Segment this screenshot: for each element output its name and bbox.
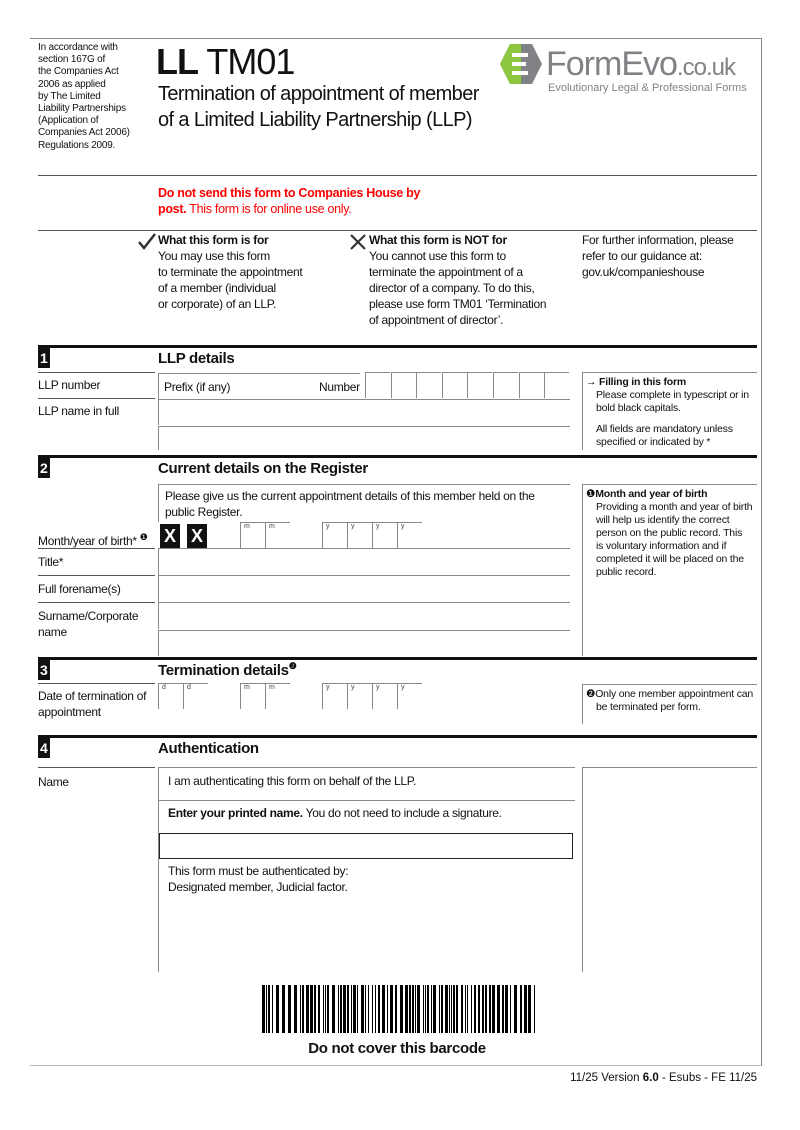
barcode-bar	[423, 985, 424, 1033]
barcode-bar	[347, 985, 349, 1033]
surname-label-line: name	[38, 625, 67, 639]
divider	[38, 230, 757, 231]
note-line: be terminated per form.	[596, 701, 701, 713]
note-marker-icon: ❶	[139, 532, 148, 542]
llp-number-digit-box[interactable]	[442, 372, 467, 398]
barcode-bar	[262, 985, 265, 1033]
not-purpose-line: director of a company. To do this,	[369, 281, 535, 295]
barcode-bar	[372, 985, 373, 1033]
form-code-prefix: LL	[156, 41, 198, 82]
purpose-heading: What this form is for	[158, 233, 269, 247]
note-line: person on the public record. This	[596, 527, 743, 539]
barcode-bar	[534, 985, 535, 1033]
llp-number-digit-box[interactable]	[391, 372, 416, 398]
barcode-bar	[451, 985, 452, 1033]
barcode-bar	[441, 985, 443, 1033]
section-title-text: Termination details	[158, 662, 289, 679]
termination-year-box[interactable]: y	[322, 683, 347, 709]
legal-note-line: by The Limited	[38, 90, 101, 102]
authentication-box	[158, 800, 575, 972]
purpose-line: to terminate the appointment	[158, 265, 303, 279]
legal-note	[38, 42, 148, 152]
barcode-bar	[467, 985, 468, 1033]
barcode-bar	[266, 985, 267, 1033]
legal-note-line: In accordance with	[38, 42, 118, 53]
barcode-bar	[425, 985, 426, 1033]
dob-month-box[interactable]: m	[265, 522, 290, 548]
note-marker-icon: ❷	[288, 661, 297, 671]
legal-note-line: the Companies Act	[38, 66, 119, 78]
barcode-bar	[474, 985, 476, 1033]
barcode-bar	[351, 985, 352, 1033]
legal-note-line: Regulations 2009.	[38, 139, 116, 151]
logo-name: FormEvo	[546, 45, 677, 83]
barcode-bar	[300, 985, 301, 1033]
prefix-field[interactable]	[158, 373, 360, 399]
barcode-caption: Do not cover this barcode	[308, 1040, 486, 1057]
section-title: Current details on the Register	[158, 460, 368, 477]
instruction-box	[158, 484, 570, 522]
barcode-bar	[453, 985, 455, 1033]
section-bar	[38, 345, 757, 348]
note-line: All fields are mandatory unless	[596, 423, 733, 435]
section-title: LLP details	[158, 350, 235, 367]
barcode-bar	[365, 985, 366, 1033]
barcode-bar	[412, 985, 414, 1033]
llp-number-digit-box[interactable]	[467, 372, 492, 398]
right-border	[761, 38, 762, 1066]
barcode-bar	[497, 985, 500, 1033]
logo-suffix: .co.uk	[676, 54, 735, 81]
not-purpose-line: of appointment of director’.	[369, 313, 504, 327]
termination-day-box[interactable]: d	[183, 683, 208, 709]
barcode-bar	[390, 985, 393, 1033]
warning-bold: post.	[158, 202, 187, 216]
divider	[38, 683, 155, 684]
barcode-bar	[489, 985, 491, 1033]
barcode-bar	[405, 985, 408, 1033]
purpose-line: of a member (individual	[158, 281, 276, 295]
termination-month-box[interactable]: m	[240, 683, 265, 709]
barcode-bar	[514, 985, 517, 1033]
form-purpose	[158, 232, 302, 312]
footer-version-number: 6.0	[642, 1072, 659, 1084]
barcode-bar	[318, 985, 320, 1033]
note-line: completed it will be placed on the	[596, 553, 744, 565]
barcode-bar	[482, 985, 484, 1033]
title-field[interactable]	[158, 548, 570, 575]
section-bar	[38, 657, 757, 660]
barcode-bar	[375, 985, 376, 1033]
enter-name-text: You do not need to include a signature.	[302, 806, 502, 820]
form-title	[158, 81, 479, 133]
postal-warning	[158, 185, 420, 217]
forenames-label: Full forename(s)	[38, 582, 121, 596]
divider	[38, 372, 155, 373]
llp-number-digit-box[interactable]	[519, 372, 544, 398]
barcode-bar	[505, 985, 508, 1033]
legal-note-line: (Application of	[38, 115, 99, 127]
form-not-purpose	[369, 232, 546, 328]
llp-name-field-2[interactable]	[158, 426, 570, 450]
number-label: Number	[319, 380, 360, 394]
barcode-bar	[524, 985, 527, 1033]
dob-label-text: Month/year of birth*	[38, 534, 137, 548]
barcode	[262, 985, 538, 1033]
note-heading: Month and year of birth	[595, 488, 708, 500]
note-line: Only one member appointment can	[595, 688, 754, 700]
surname-field-2[interactable]	[158, 630, 570, 656]
surname-label	[38, 608, 138, 640]
barcode-bar	[431, 985, 432, 1033]
barcode-bar	[510, 985, 511, 1033]
barcode-bar	[502, 985, 504, 1033]
barcode-bar	[357, 985, 358, 1033]
barcode-bar	[327, 985, 329, 1033]
dob-label	[38, 529, 148, 549]
barcode-bar	[338, 985, 339, 1033]
barcode-bar	[325, 985, 326, 1033]
not-purpose-line: You cannot use this form to	[369, 249, 506, 263]
auth-line: This form must be authenticated by:	[168, 864, 349, 878]
note-line: specified or indicated by *	[596, 436, 711, 448]
llp-name-label: LLP name in full	[38, 404, 120, 418]
authentication-side-panel	[582, 767, 757, 972]
termination-year-box[interactable]: y	[397, 683, 422, 709]
section-title: Authentication	[158, 740, 259, 757]
barcode-bar	[276, 985, 279, 1033]
termination-month-box[interactable]: m	[265, 683, 290, 709]
barcode-bar	[445, 985, 448, 1033]
section-bar	[38, 735, 757, 738]
divider	[38, 175, 757, 176]
top-border	[30, 38, 761, 39]
name-label: Name	[38, 775, 69, 789]
surname-label-line: Surname/Corporate	[38, 609, 139, 623]
llp-name-field-1[interactable]	[158, 399, 570, 425]
check-icon	[137, 232, 157, 250]
section-bar	[38, 455, 757, 458]
termination-date-label	[38, 688, 146, 720]
surname-field-1[interactable]	[158, 602, 570, 629]
barcode-bar	[340, 985, 342, 1033]
barcode-bar	[427, 985, 429, 1033]
barcode-bar	[528, 985, 531, 1033]
day-masked-box: X	[160, 524, 180, 548]
authentication-statement: I am authenticating this form on behalf of the LLP.	[158, 767, 575, 800]
barcode-bar	[471, 985, 472, 1033]
barcode-bar	[368, 985, 369, 1033]
bottom-border	[30, 1065, 761, 1066]
formevo-hex-icon	[500, 44, 542, 84]
arrow-right-icon: →	[586, 376, 597, 388]
form-code	[156, 42, 294, 82]
section-number: 3	[38, 660, 50, 680]
warning-bold: Do not send this form to Companies House by	[158, 186, 421, 200]
barcode-bar	[302, 985, 304, 1033]
barcode-bar	[456, 985, 458, 1033]
barcode-bar	[492, 985, 495, 1033]
footer-version	[570, 1072, 757, 1084]
note-heading: Filling in this form	[599, 376, 687, 388]
legal-note-line: Liability Partnerships	[38, 103, 126, 115]
prefix-label: Prefix (if any)	[164, 380, 231, 394]
barcode-bar	[478, 985, 480, 1033]
label-line: appointment	[38, 705, 101, 719]
barcode-bar	[378, 985, 380, 1033]
title-line: Termination of appointment of member	[158, 83, 479, 105]
legal-note-line: 2006 as applied	[38, 78, 106, 90]
info-line: refer to our guidance at:	[582, 249, 702, 263]
termination-year-box[interactable]: y	[347, 683, 372, 709]
title-label: Title*	[38, 555, 64, 569]
note-line: Please complete in typescript or in	[596, 389, 749, 401]
section-number: 4	[38, 738, 50, 758]
note-marker-icon: ❷	[586, 688, 596, 700]
footer-text: - Esubs - FE 11/25	[658, 1072, 757, 1084]
note-line: Providing a month and year of birth	[596, 501, 753, 513]
day-masked-box: X	[187, 524, 207, 548]
barcode-bar	[382, 985, 385, 1033]
barcode-bar	[461, 985, 463, 1033]
barcode-bar	[306, 985, 309, 1033]
barcode-bar	[400, 985, 403, 1033]
guidance-dob	[582, 484, 757, 656]
guidance-filling	[582, 372, 757, 450]
title-line: of a Limited Liability Partnership (LLP)	[158, 109, 472, 131]
barcode-bar	[485, 985, 487, 1033]
auth-line: Designated member, Judicial factor.	[168, 880, 348, 894]
forenames-field[interactable]	[158, 575, 570, 602]
barcode-bar	[465, 985, 466, 1033]
llp-number-digit-box[interactable]	[493, 372, 518, 398]
barcode-bar	[323, 985, 324, 1033]
llp-number-label: LLP number	[38, 378, 101, 392]
termination-year-box[interactable]: y	[372, 683, 397, 709]
note-line: is voluntary information and if	[596, 540, 727, 552]
form-code-number: TM01	[206, 41, 295, 82]
purpose-line: or corporate) of an LLP.	[158, 297, 276, 311]
section-title	[158, 661, 297, 679]
purpose-line: You may use this form	[158, 249, 270, 263]
note-line: will help us identify the correct	[596, 514, 730, 526]
barcode-bar	[272, 985, 273, 1033]
barcode-bar	[332, 985, 335, 1033]
barcode-bar	[353, 985, 356, 1033]
llp-number-digit-box[interactable]	[544, 372, 569, 398]
divider	[38, 767, 155, 768]
note-line: bold black capitals.	[596, 402, 681, 414]
note-line: public record.	[596, 566, 657, 578]
section-number: 1	[38, 348, 50, 368]
legal-note-line: Companies Act 2006)	[38, 127, 130, 139]
note-marker-icon: ❶	[586, 488, 596, 500]
dob-month-box[interactable]: m	[240, 522, 265, 548]
not-purpose-line: please use form TM01 ‘Termination	[369, 297, 547, 311]
llp-number-digit-box[interactable]	[416, 372, 441, 398]
divider	[38, 575, 155, 576]
dob-year-box[interactable]: y	[372, 522, 397, 548]
legal-note-line: section 167G of	[38, 54, 106, 66]
divider	[38, 398, 155, 399]
barcode-bar	[449, 985, 450, 1033]
cross-icon	[349, 233, 367, 251]
barcode-bar	[415, 985, 416, 1033]
enter-name-bold: Enter your printed name.	[168, 806, 303, 820]
barcode-bar	[314, 985, 316, 1033]
dob-year-box[interactable]: y	[322, 522, 347, 548]
not-purpose-heading: What this form is NOT for	[369, 233, 507, 247]
barcode-bar	[268, 985, 270, 1033]
info-line: For further information, please	[582, 233, 734, 247]
barcode-bar	[282, 985, 285, 1033]
barcode-bar	[417, 985, 420, 1033]
barcode-bar	[288, 985, 291, 1033]
llp-number-digit-box[interactable]	[365, 372, 390, 398]
footer-text: 11/25 Version	[570, 1072, 643, 1084]
printed-name-input[interactable]	[159, 833, 573, 859]
dob-year-box[interactable]: y	[397, 522, 422, 548]
barcode-bar	[433, 985, 436, 1033]
guidance-link[interactable]: gov.uk/companieshouse	[582, 265, 705, 279]
barcode-bar	[439, 985, 440, 1033]
instruction-line: public Register.	[165, 505, 243, 519]
instruction-line: Please give us the current appointment details of this member held on the	[165, 489, 535, 503]
barcode-bar	[395, 985, 397, 1033]
further-info	[582, 232, 733, 280]
barcode-bar	[310, 985, 313, 1033]
warning-text: This form is for online use only.	[186, 202, 352, 216]
barcode-bar	[343, 985, 346, 1033]
termination-day-box[interactable]: d	[158, 683, 183, 709]
dob-year-box[interactable]: y	[347, 522, 372, 548]
guidance-termination	[582, 684, 757, 724]
barcode-bar	[294, 985, 297, 1033]
divider	[38, 548, 155, 549]
logo-tagline: Evolutionary Legal & Professional Forms	[548, 82, 747, 94]
barcode-bar	[409, 985, 411, 1033]
divider	[38, 602, 155, 603]
barcode-bar	[387, 985, 388, 1033]
barcode-bar	[520, 985, 522, 1033]
label-line: Date of termination of	[38, 689, 147, 703]
not-purpose-line: terminate the appointment of a	[369, 265, 523, 279]
barcode-bar	[361, 985, 364, 1033]
section-number: 2	[38, 458, 50, 478]
